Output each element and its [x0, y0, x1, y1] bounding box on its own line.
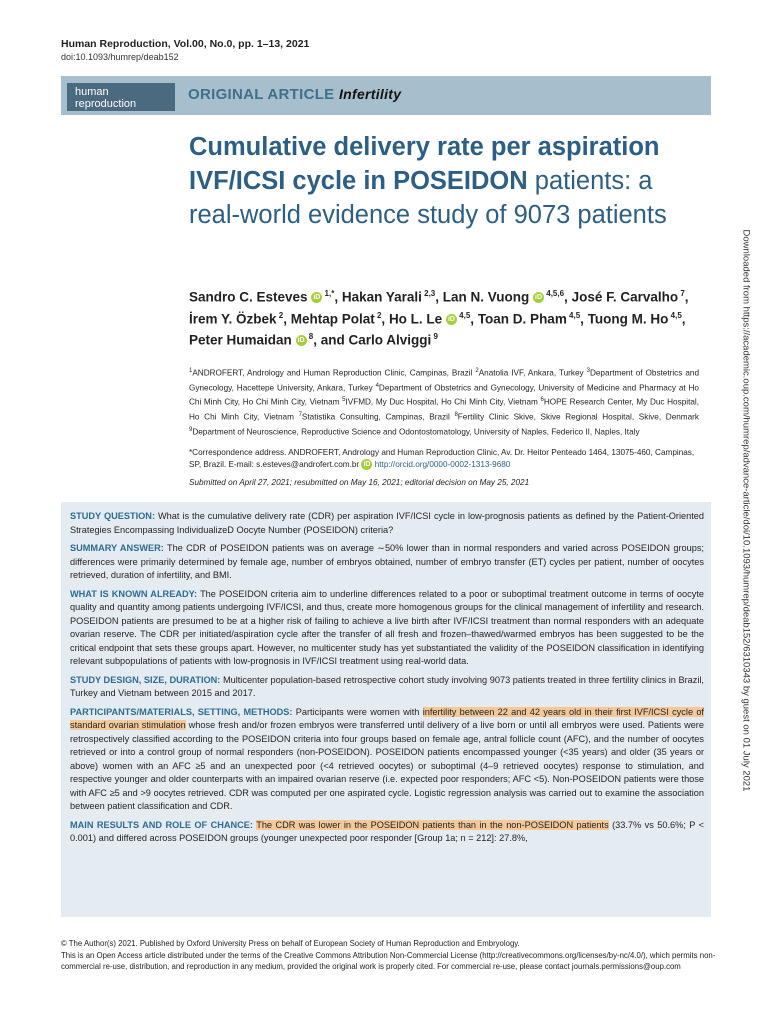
author-separator: , [564, 289, 572, 305]
abstract-study-question [70, 510, 704, 537]
article-category: Infertility [338, 86, 402, 102]
download-sidenote-text: Downloaded from https://academic.oup.com/humrep/advance-article/doi/10.1093/humrep/deab152/6310343 by guest on 01 July 2021 [740, 229, 752, 792]
section-text: Multicenter population-based retrospective cohort study involving 9073 patients treated in three fertility clinics in Brazil, Turkey and Vietnam between 2015 and 2017. [70, 674, 704, 698]
section-text: Participants were women with [295, 706, 423, 717]
license-line: This is an Open Access article distributed under the terms of the Creative Commons Attribution Non-Commercial License (http://creativecommons.org/licenses/by-nc/4.0/), which permits non-commercial re-use, distribution, and reproduction in any medium, provided the original work is properly cited. For commercial re-use, please contact journals.permissions@oup.com [61, 951, 716, 971]
doi[interactable]: doi:10.1093/humrep/deab152 [61, 52, 179, 62]
highlighted-text[interactable]: infertility between 22 and 42 years old in their first IVF/ICSI cycle of standard ovarian stimulation [70, 706, 704, 730]
orcid-icon[interactable]: iD [535, 294, 543, 302]
author-separator: , [580, 311, 588, 326]
author-name[interactable]: Peter Humaidan [189, 332, 292, 348]
section-label: MAIN RESULTS AND ROLE OF CHANCE: [70, 819, 253, 830]
author-affiliation-sup: 2 [276, 310, 284, 320]
affiliation-text: ANDROFERT, Andrology and Human Reproduction Clinic, Campinas, Brazil [192, 368, 476, 378]
affiliation-text: Fertility Clinic Skive, Skive Regional Hospital, Skive, Denmark [457, 412, 699, 422]
section-label: SUMMARY ANSWER: [70, 543, 164, 553]
highlighted-text[interactable]: The CDR was lower in the POSEIDON patients than in the non-POSEIDON patients [256, 819, 609, 830]
abstract-main-results [70, 819, 704, 846]
affiliation-number: 6 [540, 397, 544, 404]
affiliation-number: 9 [189, 426, 193, 433]
affiliation-number: 1 [189, 368, 193, 374]
author-name[interactable]: Carlo Alviggi [348, 332, 432, 348]
journal-logo [67, 83, 175, 111]
section-label: PARTICIPANTS/MATERIALS, SETTING, METHODS: [70, 706, 293, 717]
affiliation-text: Department of Obstetrics and Gynecology, Hacettepe University, Ankara, Turkey [189, 368, 700, 393]
author-name[interactable]: Ho L. Le [388, 311, 443, 326]
affiliation-number: 4 [375, 382, 379, 389]
title-rest: patients: a real-world evidence study of 9073 patients [189, 167, 667, 229]
author-affiliation-sup: 2,3 [421, 289, 436, 298]
affiliation-number: 3 [586, 368, 590, 374]
article-banner [61, 76, 711, 115]
author-name[interactable]: Toan D. Pham [477, 311, 567, 326]
affiliation-number: 5 [342, 397, 346, 404]
abstract-study-design [70, 674, 704, 701]
orcid-icon[interactable]: iD [313, 294, 321, 302]
author-separator: , [684, 289, 689, 305]
download-sidenote [736, 205, 750, 825]
author-separator: , [334, 289, 342, 305]
orcid-icon[interactable]: iD [447, 315, 455, 323]
author-name[interactable]: Tuong M. Ho [587, 311, 669, 326]
copyright-line: © The Author(s) 2021. Published by Oxford University Press on behalf of European Society of Human Reproduction and Embryology. [61, 939, 520, 948]
section-label: STUDY QUESTION: [70, 511, 155, 521]
author-affiliation-sup: 4,5 [668, 310, 682, 320]
abstract-known-already [70, 588, 704, 669]
author-name[interactable]: José F. Carvalho [571, 289, 679, 305]
affiliation-number: 8 [454, 412, 458, 419]
author-separator: , [435, 289, 443, 305]
logo-line-2: reproduction [75, 98, 137, 110]
copyright-footer [61, 938, 721, 973]
article-title [189, 130, 689, 232]
affiliation-text: Department of Neuroscience, Reproductive Science and Odontostomatology, University of Naples, Federico II, Naples, Italy [192, 427, 640, 437]
author-name[interactable]: Lan N. Vuong [442, 289, 530, 305]
author-affiliation-sup: 4,5 [566, 310, 581, 320]
author-affiliation-sup: 4,5 [456, 310, 471, 320]
affiliation-text: IVFMD, My Duc Hospital, Ho Chi Minh City, Vietnam [345, 398, 541, 408]
abstract-summary-answer [70, 542, 704, 583]
author-separator: , and [313, 332, 349, 348]
author-name[interactable]: Hakan Yarali [341, 289, 422, 305]
structured-abstract [61, 502, 711, 917]
affiliation-text: Anatolia IVF, Ankara, Turkey [478, 368, 587, 378]
author-name[interactable]: Mehtap Polat [290, 311, 375, 326]
section-text: The POSEIDON criteria aim to underline differences related to a poor or suboptimal treatment outcome in terms of oocyte quality and quantity among patients undergoing IVF/ICSI, and thus, create more homogenous groups for the clinical management of infertility and research. POSEIDON patients are presumed to be at a higher risk of failing to achieve a live birth after IVF/ICSI treatment than normal responders with an adequate ovarian reserve. The CDR per initiated/aspiration cycle after the transfer of all fresh and frozen–thawed/warmed embryos has been suggested to be the critical endpoint that sets these groups apart. However, no multicenter study has yet substantiated the validity of the POSEIDON classification in identifying relevant subpopulations of patients with low-prognosis in IVF/ICSI treatment using real-world data. [70, 588, 705, 666]
article-type-label: ORIGINAL ARTICLE [188, 86, 335, 103]
journal-citation: Human Reproduction, Vol.00, No.0, pp. 1–13, 2021 [61, 38, 310, 50]
author-affiliation-sup: 7 [678, 289, 685, 298]
author-separator: , [283, 311, 291, 326]
section-text: (33.7% vs 50.6%; P < 0.001) and differed across POSEIDON groups (younger unexpected poor responder [Group 1a; n = 212]: 27.8%, [70, 819, 704, 843]
section-text: The CDR of POSEIDON patients was on average ∼50% lower than in normal responders and varied across POSEIDON groups; differences were primarily determined by female age, number of embryos obtained, number of embryo transfer (ET) cycles per patient, number of oocytes retrieved, duration of infertility, and BMI. [70, 543, 704, 580]
author-separator: , [681, 311, 686, 326]
section-text: whose fresh and/or frozen embryos were transferred until delivery of a live born or until all embryos were used. Patients were retrospectively classified according to the POSEIDON criteria into four groups based on female age, antral follicle count (AFC), and the number of oocytes retrieved or into a control group of normal responders (non-POSEIDON). POSEIDON patients encompassed younger (<35 years) and older (35 years or above) women with an AFC ≥5 and an unexpected poor (<4 retrieved oocytes) or suboptimal (4–9 retrieved oocytes) response to stimulation, and respective younger and older counterparts with an impaired ovarian reserve (i.e. expected poor responders; AFC <5). Non-POSEIDON patients were those with AFC ≥5 and >9 oocytes retrieved. CDR was computed per one aspirated cycle. Logistic regression analysis was carried out to examine the association between patient classification and CDR. [70, 720, 704, 811]
author-affiliation-sup: 9 [431, 332, 438, 341]
section-label: WHAT IS KNOWN ALREADY: [70, 588, 198, 599]
author-affiliation-sup: 2 [374, 310, 382, 320]
affiliation-text: HOPE Research Center, My Duc Hospital, Ho Chi Minh City, Vietnam [189, 398, 699, 422]
author-name[interactable]: İrem Y. Özbek [189, 311, 277, 326]
submission-dates: Submitted on April 27, 2021; resubmitted on May 16, 2021; editorial decision on May 25, 2021 [189, 478, 530, 487]
author-separator: , [381, 311, 389, 326]
author-affiliation-sup: 8 [306, 332, 314, 341]
abstract-participants [70, 706, 704, 814]
affiliation-number: 7 [298, 412, 302, 419]
article-type [188, 86, 401, 103]
author-list [189, 285, 689, 350]
correspondence [189, 447, 699, 471]
author-affiliation-sup: 4,5,6 [544, 289, 565, 298]
orcid-icon[interactable]: iD [297, 337, 305, 345]
affiliation-number: 2 [475, 368, 479, 374]
orcid-icon[interactable]: iD [363, 461, 371, 469]
affiliation-text: Department of Obstetrics and Gynecology, University of Medicine and Pharmacy at Ho Chi Minh City, Ho Chi Minh City, Vietnam [189, 383, 699, 408]
affiliation-text: Statistika Consulting, Campinas, Brazil [301, 412, 455, 422]
author-separator: , [470, 311, 478, 326]
orcid-link[interactable]: http://orcid.org/0000-0002-1313-9680 [374, 460, 511, 469]
author-name[interactable]: Sandro C. Esteves [189, 289, 308, 305]
section-text: What is the cumulative delivery rate (CDR) per aspiration IVF/ICSI cycle in low-prognosis patients as defined by the Patient-Oriented Strategies Encompassing IndividualizeD Oocyte Number (POSEIDON) criteria? [70, 511, 704, 535]
logo-line-1: human [75, 86, 109, 98]
author-affiliation-sup: 1,* [322, 289, 335, 298]
correspondence-text: *Correspondence address. ANDROFERT, Andrology and Human Reproduction Clinic, Av. Dr. Heitor Penteado 1464, 13075-460, Campinas, SP, Brazil. E-mail: s.esteves@androfert.com.br [189, 448, 695, 469]
affiliations [189, 365, 699, 439]
title-bold: Cumulative delivery rate per aspiration IVF/ICSI cycle in POSEIDON [189, 133, 660, 195]
section-label: STUDY DESIGN, SIZE, DURATION: [70, 674, 221, 685]
